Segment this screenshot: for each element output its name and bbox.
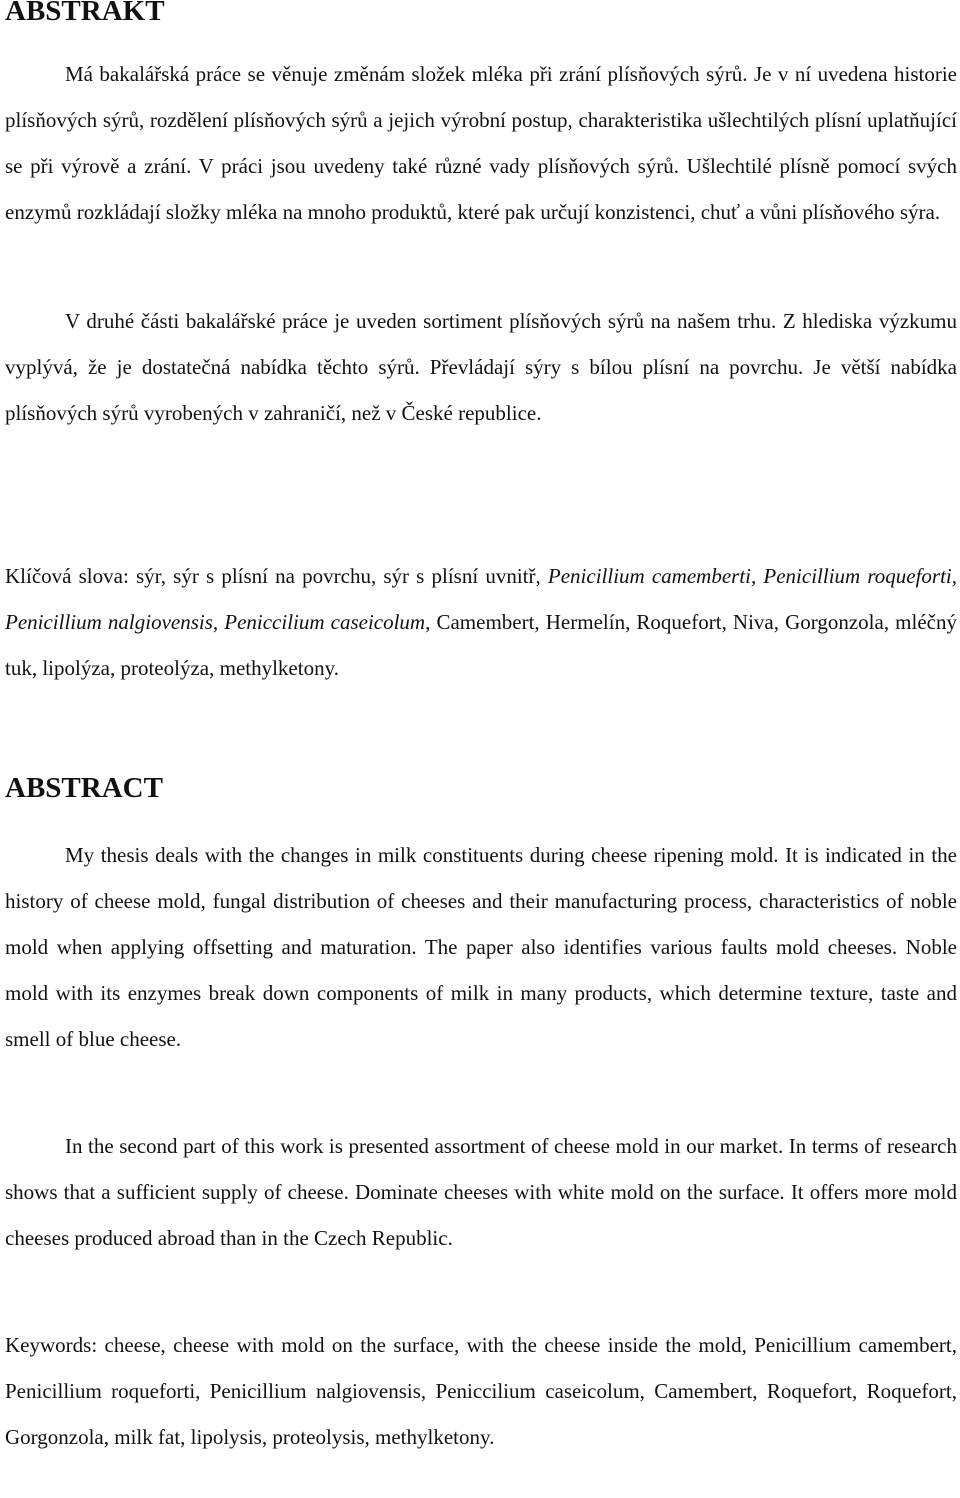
czech-keywords-lead: Klíčová slova: sýr, sýr s plísní na povrchu, sýr s plísní uvnitř, [5, 564, 548, 588]
czech-keywords-tail: Camembert, Hermelín, Roquefort, Niva, Gorgonzola, mléčný tuk, lipolýza, proteolýza, methylketony. [5, 610, 957, 680]
czech-abstract-paragraph-2: V druhé části bakalářské práce je uveden sortiment plísňových sýrů na našem trhu. Z hlediska výzkumu vyplývá, že je dostatečná nabídka těchto sýrů. Převládají sýry s bílou plísní na povrchu. Je větší nabídka plísňových sýrů vyrobených v zahraničí, než v České republice. [5, 309, 957, 425]
english-abstract-paragraph-2: In the second part of this work is presented assortment of cheese mold in our market. In terms of research shows that a sufficient supply of cheese. Dominate cheeses with white mold on the surface. It offers more mold cheeses produced abroad than in the Czech Republic. [5, 1134, 957, 1250]
czech-abstract-paragraph-1: Má bakalářská práce se věnuje změnám složek mléka při zrání plísňových sýrů. Je v ní uvedena historie plísňových sýrů, rozdělení plísňových sýrů a jejich výrobní postup, charakteristika ušlechtilých plísní uplatňující se při výrově a zrání. V práci jsou uvedeny také různé vady plísňových sýrů. Ušlechtilé plísně pomocí svých enzymů rozkládají složky mléka na mnoho produktů, které pak určují konzistenci, chuť a vůni plísňového sýra. [5, 62, 957, 224]
english-abstract-paragraph-1: My thesis deals with the changes in milk constituents during cheese ripening mold. It is indicated in the history of cheese mold, fungal distribution of cheeses and their manufacturing process, characteristics of noble mold when applying offsetting and maturation. The paper also identifies various faults mold cheeses. Noble mold with its enzymes break down components of milk in many products, which determine texture, taste and smell of blue cheese. [5, 843, 957, 1051]
czech-keywords-species: Penicillium camemberti, Penicillium roqueforti, Penicillium nalgiovensis, Peniccilium caseicolum, [5, 564, 957, 634]
english-keywords: Keywords: cheese, cheese with mold on the surface, with the cheese inside the mold, Penicillium camembert, Penicillium roqueforti, Penicillium nalgiovensis, Peniccilium caseicolum, Camembert, Roquefort, Roquefort, Gorgonzola, milk fat, lipolysis, proteolysis, methylketony. [5, 1333, 957, 1449]
czech-abstract-heading: ABSTRAKT [5, 0, 165, 27]
english-abstract-heading: ABSTRACT [5, 772, 163, 804]
czech-keywords [5, 553, 957, 691]
